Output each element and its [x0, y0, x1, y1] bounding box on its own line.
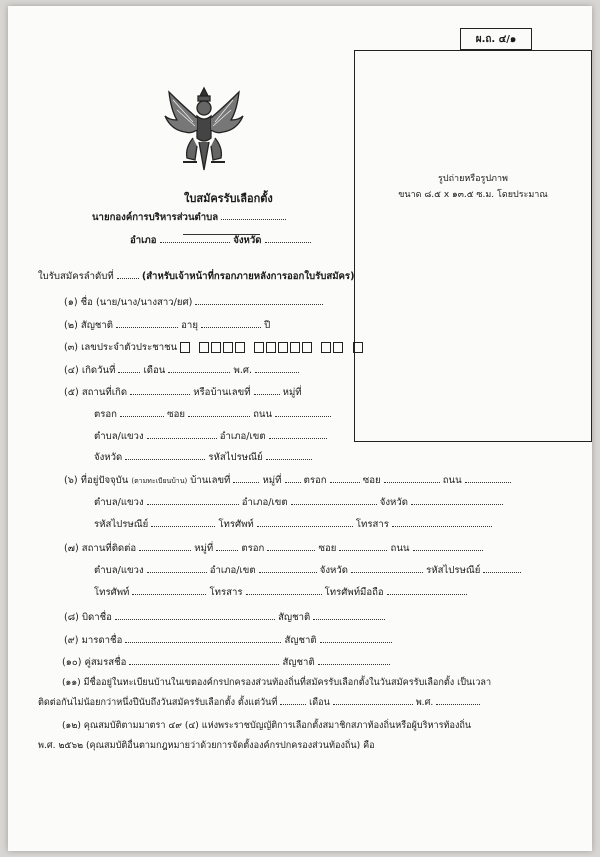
- residence-month-label: เดือน: [309, 698, 330, 708]
- contact-soi-label: ซอย: [318, 543, 337, 554]
- contact-mobile-field[interactable]: [387, 586, 467, 595]
- spouse-label: คู่สมรสชื่อ: [84, 657, 127, 668]
- address-soi-field[interactable]: [384, 474, 440, 483]
- address-tambon-field[interactable]: [147, 496, 239, 505]
- item-5-line4: [94, 450, 312, 465]
- birth-year-field[interactable]: [255, 364, 299, 373]
- contact-amphoe-field[interactable]: [259, 564, 317, 573]
- birthplace-thanon-field[interactable]: [275, 408, 331, 417]
- item-11: [62, 676, 491, 690]
- item-6: [64, 473, 511, 488]
- birthplace-soi-label: ซอย: [167, 409, 185, 420]
- item-5-line2: [94, 407, 331, 422]
- garuda-emblem-icon: [163, 86, 245, 174]
- contact-changwat-field[interactable]: [351, 564, 423, 573]
- address-thanon-label: ถนน: [442, 475, 462, 486]
- address-house-field[interactable]: [233, 474, 259, 483]
- nationality-field[interactable]: [116, 319, 178, 328]
- item-6-line3: [94, 517, 492, 532]
- mother-nationality-field[interactable]: [320, 634, 392, 643]
- address-tambon-label: ตำบล/แขวง: [94, 497, 144, 508]
- item-11-num: (๑๑): [62, 678, 81, 688]
- residence-year-label: พ.ศ.: [415, 698, 434, 708]
- item-12: [62, 719, 471, 733]
- item-1-num: (๑): [64, 297, 78, 308]
- receipt-number-field[interactable]: [117, 270, 139, 279]
- address-moo-label: หมู่ที่: [262, 475, 282, 486]
- spouse-field[interactable]: [129, 656, 279, 665]
- father-nationality-label: สัญชาติ: [278, 612, 311, 623]
- item-6-num: (๖): [64, 475, 78, 486]
- item-8: [64, 610, 385, 625]
- item-11-line2: [38, 696, 480, 710]
- residence-text: มีชื่ออยู่ในทะเบียนบ้านในเขตองค์กรปกครองส่วนท้องถิ่นที่สมัครรับเลือกตั้งในวันสมัครรับเลือกตั้ง เป็นเวลา: [83, 678, 492, 688]
- contact-thanon-field[interactable]: [413, 542, 483, 551]
- spouse-nationality-field[interactable]: [318, 656, 390, 665]
- address-changwat-field[interactable]: [411, 496, 503, 505]
- contact-trok-label: ตรอก: [241, 543, 265, 554]
- father-nationality-field[interactable]: [313, 611, 385, 620]
- address-label: ที่อยู่ปัจจุบัน: [80, 475, 129, 486]
- item-3: [64, 340, 365, 355]
- contact-tambon-label: ตำบล/แขวง: [94, 565, 144, 576]
- item-2-num: (๒): [64, 320, 78, 331]
- address-trok-label: ตรอก: [303, 475, 327, 486]
- contact-moo-field[interactable]: [216, 542, 238, 551]
- contact-postcode-label: รหัสไปรษณีย์: [426, 565, 481, 576]
- contact-changwat-label: จังหวัด: [319, 565, 348, 576]
- receipt-label: ใบรับสมัครลำดับที่: [38, 271, 114, 282]
- residence-since-text: ติดต่อกันไม่น้อยกว่าหนึ่งปีนับถึงวันสมัครรับเลือกตั้ง ตั้งแต่วันที่: [38, 698, 278, 708]
- item-3-num: (๓): [64, 342, 79, 353]
- org-name-field[interactable]: [221, 211, 286, 220]
- residence-month-field[interactable]: [333, 696, 413, 705]
- item-4-num: (๔): [64, 365, 79, 376]
- item-8-num: (๘): [64, 612, 79, 623]
- birthplace-house-label: หรือบ้านเลขที่: [193, 387, 251, 398]
- address-moo-field[interactable]: [285, 474, 301, 483]
- address-soi-label: ซอย: [362, 475, 381, 486]
- photo-box: [354, 50, 592, 442]
- address-fax-label: โทรสาร: [355, 519, 389, 530]
- address-note: (ตามทะเบียนบ้าน): [131, 477, 188, 485]
- mother-label: มารดาชื่อ: [81, 635, 123, 646]
- item-9: [64, 633, 392, 648]
- contact-label: สถานที่ติดต่อ: [81, 543, 137, 554]
- birthplace-postcode-label: รหัสไปรษณีย์: [208, 452, 263, 463]
- form-sheet: [8, 6, 592, 851]
- spouse-nationality-label: สัญชาติ: [282, 657, 315, 668]
- contact-fax-label: โทรสาร: [209, 587, 243, 598]
- item-12-num: (๑๒): [62, 721, 81, 731]
- birthplace-house-field[interactable]: [254, 386, 280, 395]
- birthplace-field[interactable]: [130, 386, 190, 395]
- birthplace-soi-field[interactable]: [188, 408, 250, 417]
- photo-caption: รูปถ่ายหรือรูปภาพ: [438, 174, 508, 184]
- address-fax-field[interactable]: [392, 518, 492, 527]
- contact-mobile-label: โทรศัพท์มือถือ: [324, 587, 384, 598]
- item-5-line3: [94, 429, 327, 444]
- birthplace-amphoe-label: อำเภอ/เขต: [219, 431, 266, 442]
- birthplace-tambon-field[interactable]: [147, 430, 217, 439]
- birth-day-field[interactable]: [118, 364, 140, 373]
- birth-day-label: เกิดวันที่: [81, 365, 116, 376]
- residence-day-field[interactable]: [280, 696, 306, 705]
- item-10-num: (๑๐): [62, 657, 82, 668]
- birthplace-trok-field[interactable]: [120, 408, 164, 417]
- nationality-label: สัญชาติ: [80, 320, 114, 331]
- contact-moo-label: หมู่ที่: [194, 543, 214, 554]
- mother-nationality-label: สัญชาติ: [284, 635, 317, 646]
- father-field[interactable]: [115, 611, 275, 620]
- contact-amphoe-label: อำเภอ/เขต: [209, 565, 256, 576]
- header-amphoe-label: อำเภอ: [130, 235, 157, 246]
- name-label: ชื่อ (นาย/นาง/นางสาว/ยศ): [80, 297, 193, 308]
- address-house-label: บ้านเลขที่: [190, 475, 231, 486]
- address-postcode-field[interactable]: [151, 518, 215, 527]
- id-card-label: เลขประจำตัวประชาชน: [81, 342, 178, 353]
- header-changwat-field[interactable]: [265, 234, 311, 243]
- address-trok-field[interactable]: [330, 474, 360, 483]
- address-postcode-label: รหัสไปรษณีย์: [94, 519, 149, 530]
- item-7-line3: [94, 585, 467, 600]
- birth-year-label: พ.ศ.: [233, 365, 253, 376]
- item-10: [62, 655, 390, 670]
- address-phone-label: โทรศัพท์: [218, 519, 254, 530]
- id-card-boxes[interactable]: [180, 342, 364, 353]
- contact-soi-field[interactable]: [339, 542, 387, 551]
- item-7-num: (๗): [64, 543, 79, 554]
- address-thanon-field[interactable]: [465, 474, 511, 483]
- birthplace-label: สถานที่เกิด: [81, 387, 128, 398]
- contact-phone-label: โทรศัพท์: [94, 587, 130, 598]
- birth-month-field[interactable]: [168, 364, 230, 373]
- contact-trok-field[interactable]: [267, 542, 315, 551]
- birthplace-trok-label: ตรอก: [94, 409, 117, 420]
- birthplace-changwat-label: จังหวัด: [94, 452, 123, 463]
- contact-postcode-field[interactable]: [483, 564, 521, 573]
- form-code: ผ.ถ. ๔/๑: [460, 28, 532, 50]
- item-9-num: (๙): [64, 635, 79, 646]
- address-phone-field[interactable]: [257, 518, 353, 527]
- birthplace-thanon-label: ถนน: [253, 409, 273, 420]
- residence-year-field[interactable]: [436, 696, 480, 705]
- receipt-line: [38, 269, 354, 284]
- birth-month-label: เดือน: [143, 365, 166, 376]
- item-1: [64, 295, 323, 310]
- header-line2: [130, 233, 311, 248]
- birthplace-changwat-field[interactable]: [125, 451, 205, 460]
- item-4: [64, 363, 299, 378]
- item-7-line2: [94, 563, 521, 578]
- contact-phone-field[interactable]: [132, 586, 206, 595]
- item-12-line2: [38, 739, 375, 753]
- item-2: [64, 318, 270, 333]
- address-amphoe-field[interactable]: [291, 496, 377, 505]
- qualification-text: คุณสมบัติตามมาตรา ๔๙ (๔) แห่งพระราชบัญญัติการเลือกตั้งสมาชิกสภาท้องถิ่นหรือผู้บริหารท้องถิ่น: [83, 721, 472, 731]
- year-label: ปี: [264, 320, 271, 331]
- birthplace-moo-label: หมู่ที่: [282, 387, 302, 398]
- age-field[interactable]: [201, 319, 261, 328]
- contact-field[interactable]: [139, 542, 191, 551]
- age-label: อายุ: [181, 320, 198, 331]
- item-5: [64, 385, 302, 400]
- item-6-line2: [94, 495, 503, 510]
- contact-thanon-label: ถนน: [390, 543, 410, 554]
- contact-fax-field[interactable]: [246, 586, 322, 595]
- receipt-note: (สำหรับเจ้าหน้าที่กรอกภายหลังการออกใบรับสมัคร): [141, 271, 355, 282]
- page-title: ใบสมัครรับเลือกตั้ง: [184, 192, 273, 205]
- item-5-num: (๕): [64, 387, 79, 398]
- header-line1: [92, 210, 286, 225]
- address-amphoe-label: อำเภอ/เขต: [241, 497, 288, 508]
- birthplace-tambon-label: ตำบล/แขวง: [94, 431, 144, 442]
- photo-size-caption: ขนาด ๘.๕ x ๑๓.๕ ซ.ม. โดยประมาณ: [398, 190, 548, 200]
- father-label: บิดาชื่อ: [81, 612, 112, 623]
- name-field[interactable]: [195, 296, 323, 305]
- qualification-law-text: พ.ศ. ๒๕๖๒ (คุณสมบัติอื่นตามกฎหมายว่าด้วยการจัดตั้งองค์กรปกครองส่วนท้องถิ่น) คือ: [38, 741, 375, 751]
- birthplace-amphoe-field[interactable]: [269, 430, 327, 439]
- header-amphoe-field[interactable]: [160, 234, 230, 243]
- item-7: [64, 541, 483, 556]
- birthplace-postcode-field[interactable]: [266, 451, 312, 460]
- address-changwat-label: จังหวัด: [379, 497, 408, 508]
- contact-tambon-field[interactable]: [147, 564, 207, 573]
- mother-field[interactable]: [125, 634, 281, 643]
- header-org-label: นายกองค์การบริหารส่วนตำบล: [92, 212, 219, 223]
- header-changwat-label: จังหวัด: [233, 235, 262, 246]
